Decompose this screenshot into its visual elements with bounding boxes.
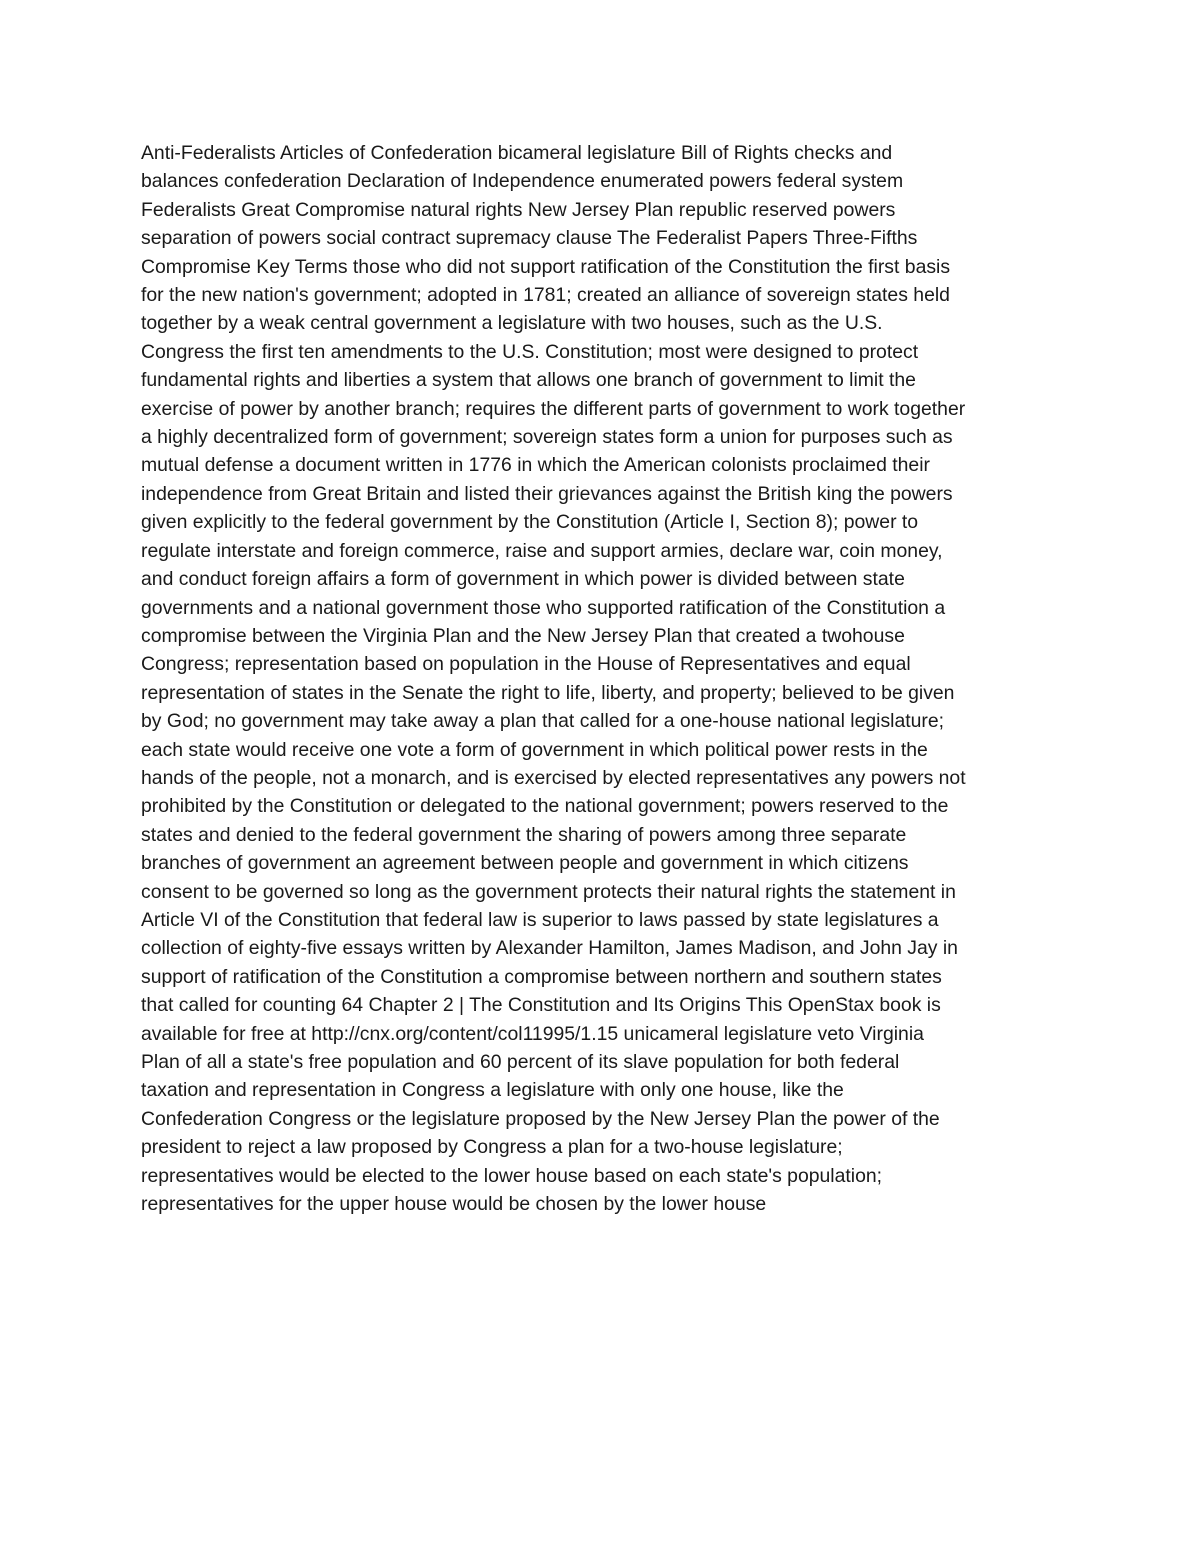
text-line: that called for counting 64 Chapter 2 | The Constitution and Its Origins This OpenStax book is: [141, 994, 941, 1017]
text-line: for the new nation's government; adopted in 1781; created an alliance of sovereign states held: [141, 284, 950, 307]
text-line: separation of powers social contract supremacy clause The Federalist Papers Three-Fifths: [141, 227, 918, 250]
text-line: consent to be governed so long as the government protects their natural rights the statement in: [141, 880, 956, 903]
text-line: branches of government an agreement between people and government in which citizens: [141, 852, 909, 875]
text-line: together by a weak central government a legislature with two houses, such as the U.S.: [141, 312, 883, 335]
text-line: Compromise Key Terms those who did not support ratification of the Constitution the first basis: [141, 255, 951, 278]
text-line: available for free at http://cnx.org/content/col11995/1.15 unicameral legislature veto Virginia: [141, 1022, 924, 1045]
text-line: collection of eighty-five essays written by Alexander Hamilton, James Madison, and John Jay in: [141, 937, 958, 960]
text-line: Anti-Federalists Articles of Confederation bicameral legislature Bill of Rights checks and: [141, 142, 893, 164]
text-line: fundamental rights and liberties a system that allows one branch of government to limit the: [141, 369, 916, 392]
text-line: given explicitly to the federal government by the Constitution (Article I, Section 8); power to: [141, 511, 919, 534]
text-line: prohibited by the Constitution or delegated to the national government; powers reserved to the: [141, 795, 949, 818]
text-line: Congress the first ten amendments to the U.S. Constitution; most were designed to protect: [141, 340, 919, 363]
text-line: governments and a national government those who supported ratification of the Constitution a: [141, 596, 946, 619]
text-line: states and denied to the federal government the sharing of powers among three separate: [141, 823, 907, 846]
text-line: regulate interstate and foreign commerce, raise and support armies, declare war, coin money,: [141, 539, 943, 562]
text-line: each state would receive one vote a form of government in which political power rests in the: [141, 738, 928, 761]
body-text: [141, 139, 1071, 1218]
text-line: balances confederation Declaration of Independence enumerated powers federal system: [141, 170, 904, 193]
text-line: a highly decentralized form of government; sovereign states form a union for purposes such as: [141, 426, 953, 449]
text-line: mutual defense a document written in 1776 in which the American colonists proclaimed their: [141, 454, 930, 477]
text-line: president to reject a law proposed by Congress a plan for a two-house legislature;: [141, 1136, 843, 1159]
text-line: Confederation Congress or the legislature proposed by the New Jersey Plan the power of the: [141, 1107, 940, 1130]
text-line: representatives for the upper house would be chosen by the lower house: [141, 1193, 767, 1216]
text-line: by God; no government may take away a plan that called for a one-house national legislature;: [141, 710, 945, 733]
text-line: taxation and representation in Congress a legislature with only one house, like the: [141, 1079, 844, 1102]
text-line: compromise between the Virginia Plan and the New Jersey Plan that created a twohouse: [141, 624, 905, 647]
text-line: and conduct foreign affairs a form of government in which power is divided between state: [141, 568, 905, 591]
text-line: hands of the people, not a monarch, and is exercised by elected representatives any powers not: [141, 766, 966, 789]
text-line: Article VI of the Constitution that federal law is superior to laws passed by state legislatures a: [141, 908, 939, 931]
text-line: representation of states in the Senate the right to life, liberty, and property; believed to be given: [141, 681, 955, 704]
text-line: independence from Great Britain and listed their grievances against the British king the powers: [141, 482, 953, 505]
text-line: representatives would be elected to the lower house based on each state's population;: [141, 1164, 883, 1187]
text-line: Congress; representation based on population in the House of Representatives and equal: [141, 653, 911, 676]
text-line: Federalists Great Compromise natural rights New Jersey Plan republic reserved powers: [141, 198, 896, 221]
text-line: support of ratification of the Constitution a compromise between northern and southern states: [141, 965, 942, 988]
text-line: exercise of power by another branch; requires the different parts of government to work together: [141, 397, 966, 420]
text-line: Plan of all a state's free population and 60 percent of its slave population for both federal: [141, 1051, 900, 1073]
